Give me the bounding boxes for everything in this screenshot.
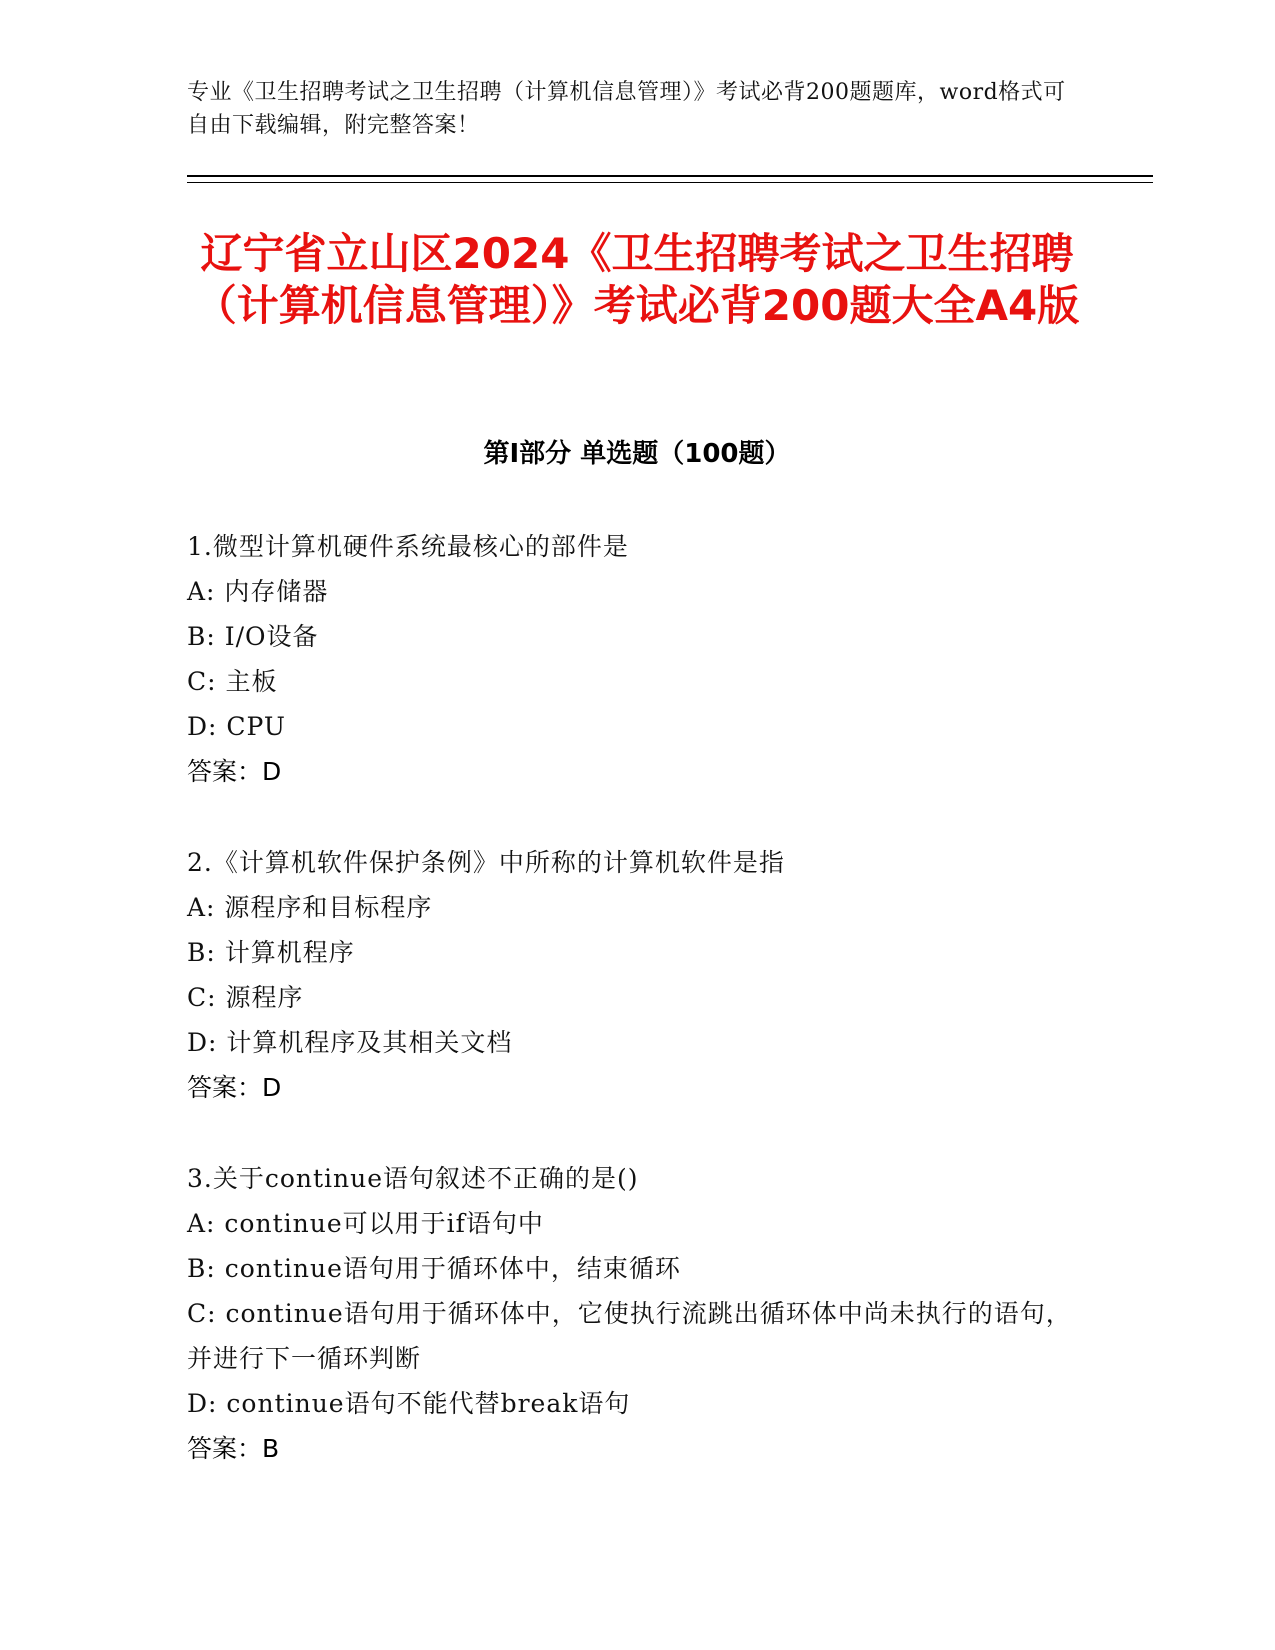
answer: 答案：D [187,757,282,786]
option-d: D: CPU [187,712,286,741]
option-a: A: 源程序和目标程序 [187,893,433,922]
option-a: A: 内存储器 [187,577,329,606]
option-a: A: continue可以用于if语句中 [187,1209,544,1238]
question-stem: 1.微型计算机硬件系统最核心的部件是 [187,532,629,561]
header-divider-thin [187,182,1153,183]
option-b: B: I/O设备 [187,622,319,651]
answer: 答案：D [187,1073,282,1102]
question-stem: 2.《计算机软件保护条例》中所称的计算机软件是指 [187,848,785,877]
option-c: C: 源程序 [187,983,304,1012]
section-title: 第I部分 单选题（100题） [483,439,791,469]
option-b: B: continue语句用于循环体中，结束循环 [187,1254,681,1283]
option-c: C: 主板 [187,667,278,696]
question-list [187,524,1087,1517]
option-c: C: continue语句用于循环体中，它使执行流跳出循环体中尚未执行的语句，并进行下一循环判断 [187,1299,1072,1373]
option-d: D: continue语句不能代替break语句 [187,1389,631,1418]
document-title: 辽宁省立山区2024《卫生招聘考试之卫生招聘（计算机信息管理）》考试必背200题大全A4版 [194,229,1080,330]
option-b: B: 计算机程序 [187,938,355,967]
question-3 [187,1156,1087,1471]
question-1 [187,524,1087,794]
question-2 [187,840,1087,1110]
header-divider-thick [187,175,1153,177]
option-d: D: 计算机程序及其相关文档 [187,1028,513,1057]
answer: 答案：B [187,1434,280,1463]
header-note: 专业《卫生招聘考试之卫生招聘（计算机信息管理）》考试必背200题题库，word格式可自由下载编辑，附完整答案！ [187,80,1066,138]
question-stem: 3.关于continue语句叙述不正确的是() [187,1164,639,1193]
